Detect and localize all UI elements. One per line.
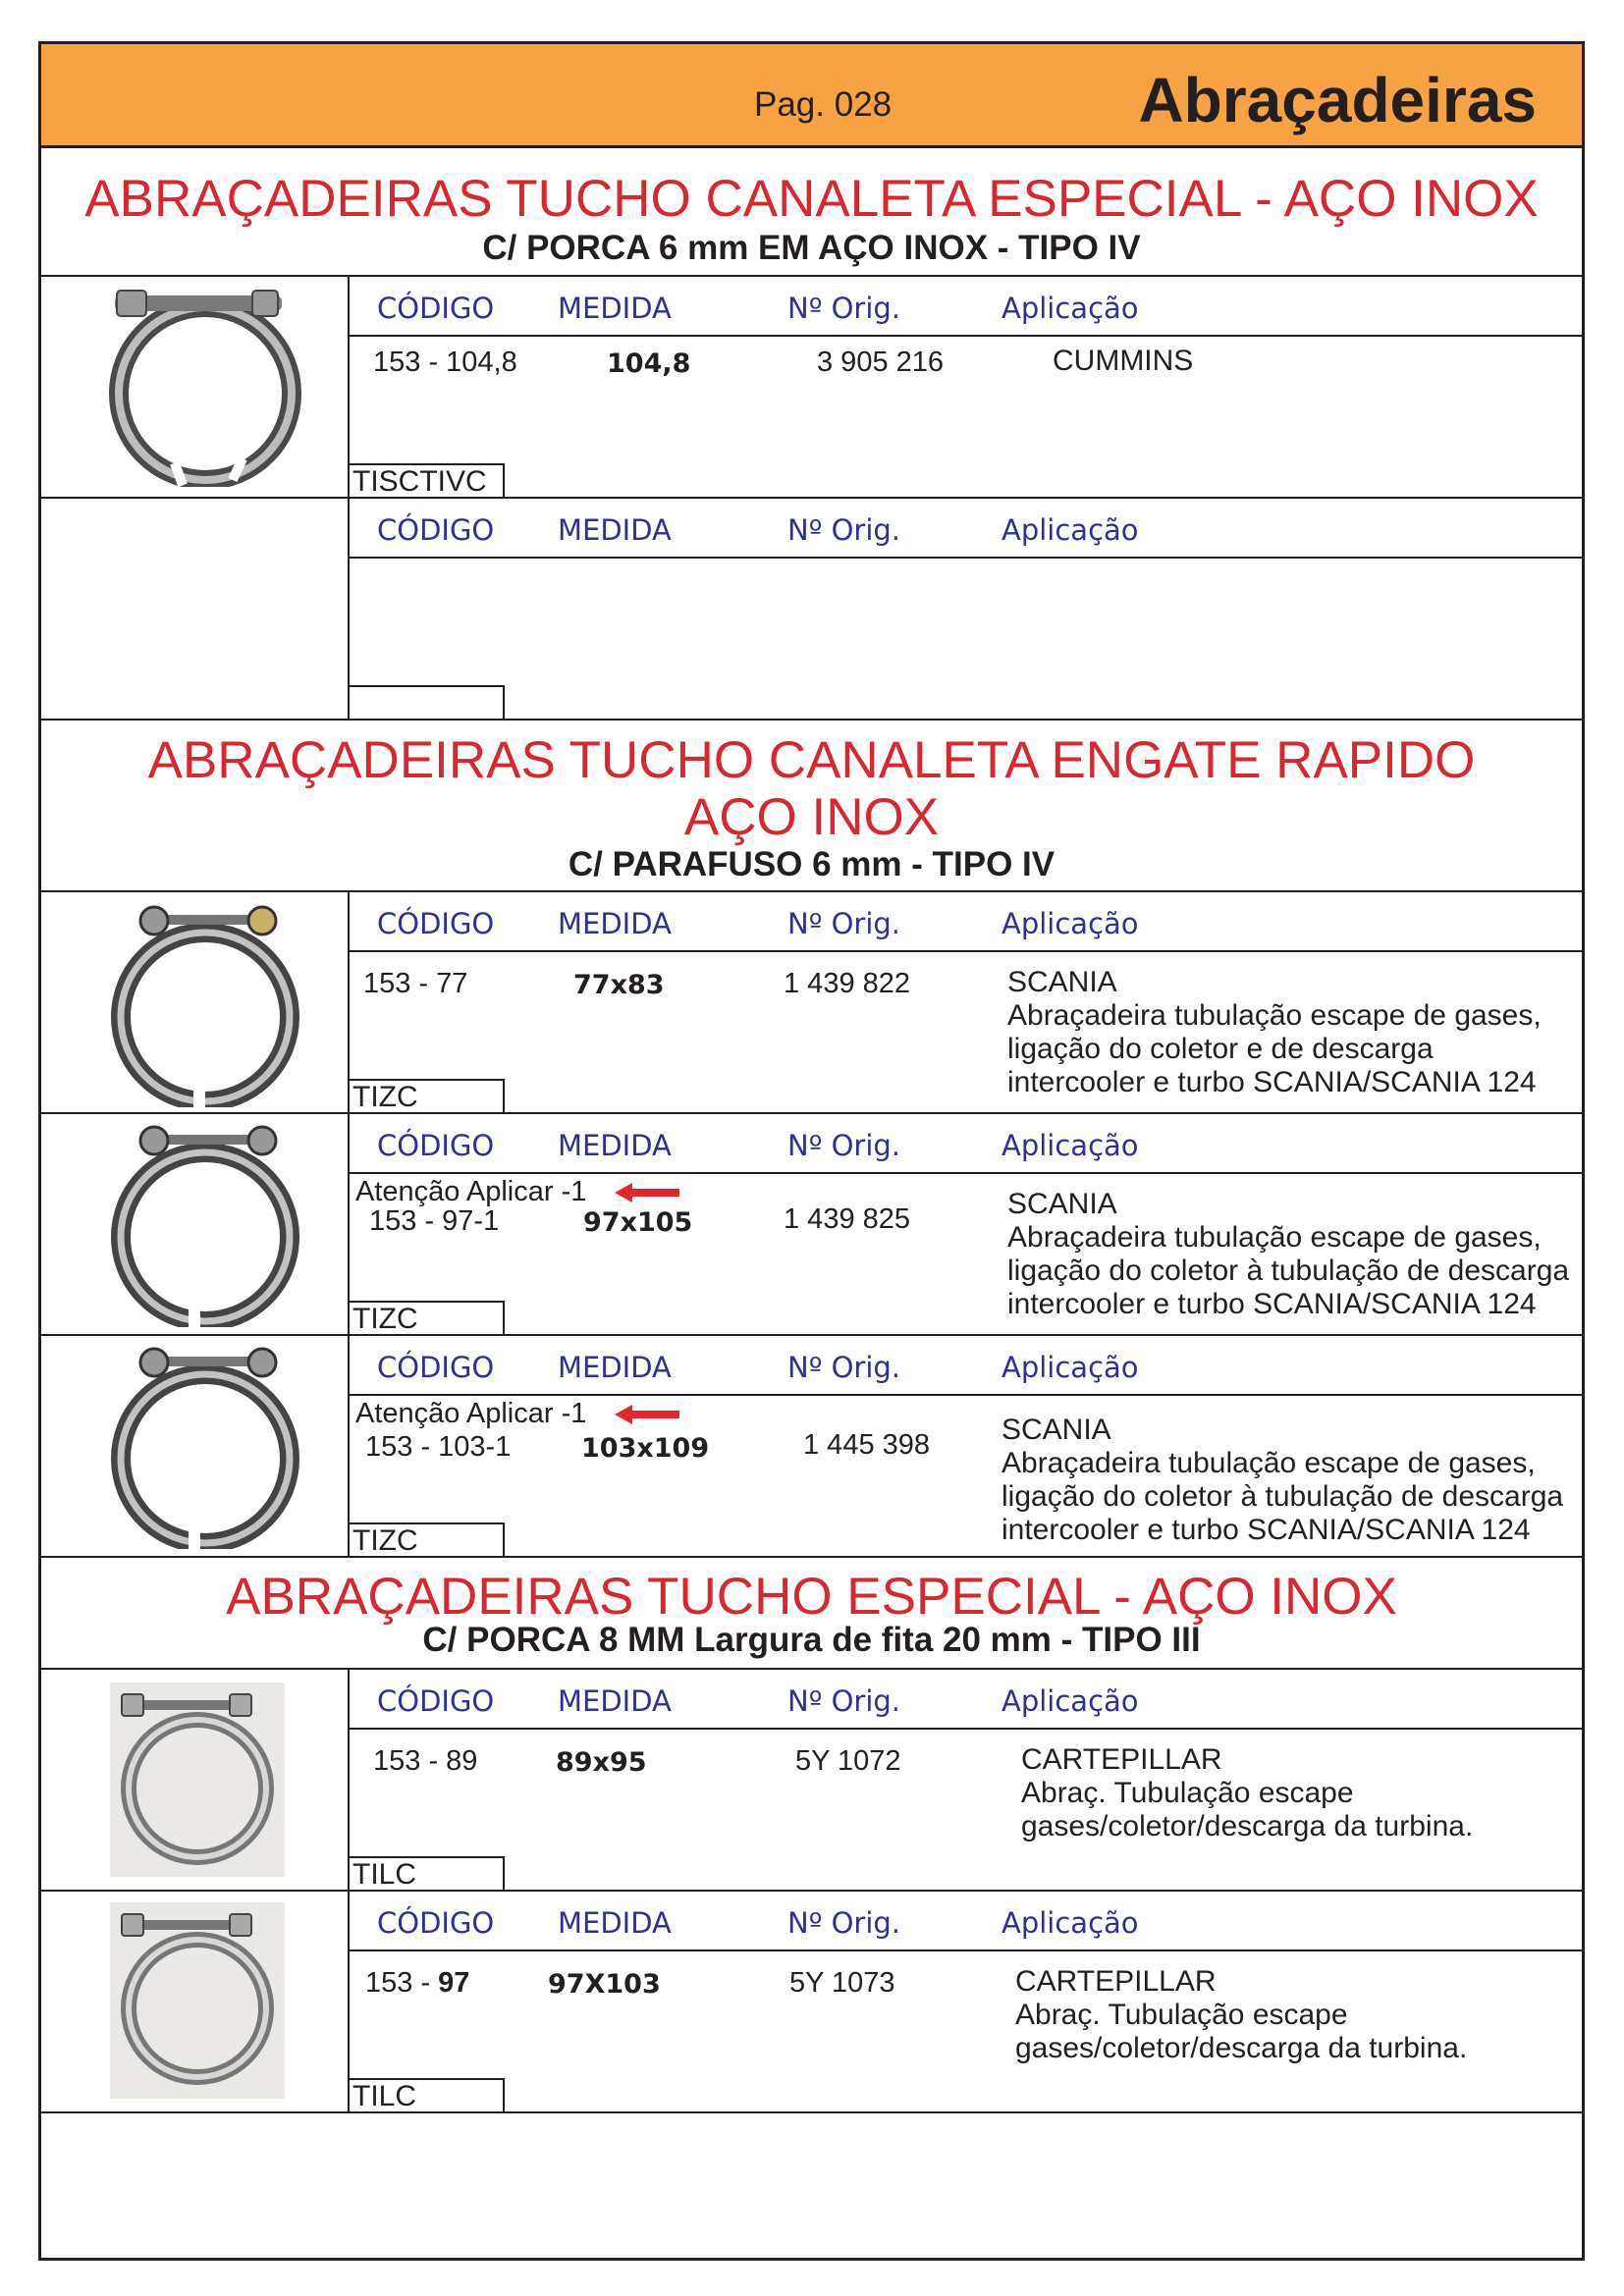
product-tag: TIZC xyxy=(348,1079,505,1112)
orig-value: 3 905 216 xyxy=(817,347,945,378)
clamp-photo-icon xyxy=(95,901,321,1107)
category-title: Abraçadeiras xyxy=(1138,65,1537,135)
col-orig: Nº Orig. xyxy=(787,1684,901,1718)
clamp-photo-icon xyxy=(95,1121,321,1327)
aplicacao-value: CUMMINS xyxy=(1053,345,1194,377)
col-medida: MEDIDA xyxy=(558,1906,672,1940)
divider xyxy=(41,719,1582,721)
col-medida: MEDIDA xyxy=(558,1684,672,1718)
col-codigo: CÓDIGO xyxy=(377,292,495,325)
col-aplicacao: Aplicação xyxy=(1001,513,1139,547)
page-number: Pag. 028 xyxy=(754,85,893,124)
col-orig: Nº Orig. xyxy=(787,1129,901,1162)
section-subtitle: C/ PORCA 8 MM Largura de fita 20 mm - TIPO III xyxy=(422,1621,1201,1659)
warning-note: Atenção Aplicar -1 xyxy=(355,1398,587,1429)
product-tag: TILC xyxy=(348,1856,505,1890)
orig-value: 5Y 1073 xyxy=(789,1967,895,1999)
page-header xyxy=(41,44,1582,148)
column-header xyxy=(348,1891,1582,1951)
col-medida: MEDIDA xyxy=(558,1351,672,1384)
col-codigo: CÓDIGO xyxy=(377,1129,495,1162)
clamp-photo-icon xyxy=(95,1343,321,1549)
aplicacao-value: CARTEPILLAR Abraç. Tubulação escape gases/coletor/descarga da turbina. xyxy=(1015,1965,1468,2064)
codigo-value: 153 - 104,8 xyxy=(373,347,517,378)
product-row xyxy=(41,276,1582,497)
codigo-value: 153 - 89 xyxy=(373,1745,478,1777)
column-header xyxy=(348,1335,1582,1396)
product-row xyxy=(41,1669,1582,1890)
col-orig: Nº Orig. xyxy=(787,1906,901,1940)
col-codigo: CÓDIGO xyxy=(377,1906,495,1940)
col-codigo: CÓDIGO xyxy=(377,513,495,547)
column-header xyxy=(348,1113,1582,1174)
col-codigo: CÓDIGO xyxy=(377,1684,495,1718)
col-orig: Nº Orig. xyxy=(787,1351,901,1384)
col-medida: MEDIDA xyxy=(558,292,672,325)
divider xyxy=(41,1556,1582,1558)
product-tag xyxy=(348,685,505,719)
orig-value: 5Y 1072 xyxy=(795,1745,901,1777)
product-tag: TIZC xyxy=(348,1522,505,1556)
col-medida: MEDIDA xyxy=(558,513,672,547)
column-header xyxy=(348,1669,1582,1730)
product-row-empty xyxy=(41,498,1582,719)
catalog-page xyxy=(38,41,1585,2261)
arrow-left-icon xyxy=(615,1182,679,1203)
codigo-value: 153 - 103-1 xyxy=(365,1431,512,1463)
medida-value: 104,8 xyxy=(607,348,691,379)
col-aplicacao: Aplicação xyxy=(1001,1906,1139,1940)
section-title: ABRAÇADEIRAS TUCHO ESPECIAL - AÇO INOX xyxy=(226,1568,1397,1626)
column-header xyxy=(348,276,1582,337)
product-tag: TISCTIVC xyxy=(348,463,505,497)
product-row xyxy=(41,1891,1582,2111)
col-aplicacao: Aplicação xyxy=(1001,292,1139,325)
product-row xyxy=(41,891,1582,1112)
orig-value: 1 439 822 xyxy=(784,968,911,999)
product-tag: TIZC xyxy=(348,1301,505,1334)
aplicacao-value: CARTEPILLAR Abraç. Tubulação escape gases/coletor/descarga da turbina. xyxy=(1021,1743,1474,1842)
orig-value: 1 445 398 xyxy=(803,1429,931,1461)
col-aplicacao: Aplicação xyxy=(1001,1351,1139,1384)
clamp-photo-icon xyxy=(114,1686,281,1873)
col-aplicacao: Aplicação xyxy=(1001,907,1139,940)
codigo-value: 153 - 77 xyxy=(363,968,468,999)
arrow-left-icon xyxy=(615,1404,679,1425)
clamp-photo-icon xyxy=(95,286,321,487)
medida-value: 103x109 xyxy=(581,1433,710,1464)
section-title-line2: AÇO INOX xyxy=(683,788,940,846)
column-header xyxy=(348,498,1582,559)
aplicacao-value: SCANIA Abraçadeira tubulação escape de gases, ligação do coletor à tubulação de descarga intercooler e turbo SCANIA/SCANIA 124 xyxy=(1007,1188,1570,1320)
col-orig: Nº Orig. xyxy=(787,292,901,325)
col-orig: Nº Orig. xyxy=(787,907,901,940)
column-header xyxy=(348,891,1582,952)
medida-value: 97X103 xyxy=(548,1969,661,2000)
codigo-value: 153 - 97 xyxy=(365,1967,470,1999)
warning-note: Atenção Aplicar -1 xyxy=(355,1176,587,1207)
section-title: ABRAÇADEIRAS TUCHO CANALETA ESPECIAL - AÇO INOX xyxy=(84,170,1539,228)
col-codigo: CÓDIGO xyxy=(377,1351,495,1384)
section-subtitle: C/ PORCA 6 mm EM AÇO INOX - TIPO IV xyxy=(482,229,1141,267)
aplicacao-value: SCANIA Abraçadeira tubulação escape de gases, ligação do coletor à tubulação de descarga intercooler e turbo SCANIA/SCANIA 124 xyxy=(1001,1414,1564,1546)
col-medida: MEDIDA xyxy=(558,1129,672,1162)
divider xyxy=(41,2111,1582,2113)
section-subtitle: C/ PARAFUSO 6 mm - TIPO IV xyxy=(568,845,1056,883)
aplicacao-value: SCANIA Abraçadeira tubulação escape de gases, ligação do coletor e de descarga intercooler e turbo SCANIA/SCANIA 124 xyxy=(1007,966,1542,1098)
clamp-photo-icon xyxy=(114,1906,281,2093)
codigo-value: 153 - 97-1 xyxy=(369,1205,500,1237)
product-row xyxy=(41,1113,1582,1334)
col-medida: MEDIDA xyxy=(558,907,672,940)
col-aplicacao: Aplicação xyxy=(1001,1684,1139,1718)
orig-value: 1 439 825 xyxy=(784,1203,911,1235)
medida-value: 97x105 xyxy=(583,1207,693,1238)
col-orig: Nº Orig. xyxy=(787,513,901,547)
medida-value: 89x95 xyxy=(556,1747,647,1778)
medida-value: 77x83 xyxy=(573,970,665,1000)
col-codigo: CÓDIGO xyxy=(377,907,495,940)
col-aplicacao: Aplicação xyxy=(1001,1129,1139,1162)
section-title: ABRAÇADEIRAS TUCHO CANALETA ENGATE RAPIDO xyxy=(147,731,1476,789)
product-tag: TILC xyxy=(348,2078,505,2111)
product-row xyxy=(41,1335,1582,1556)
